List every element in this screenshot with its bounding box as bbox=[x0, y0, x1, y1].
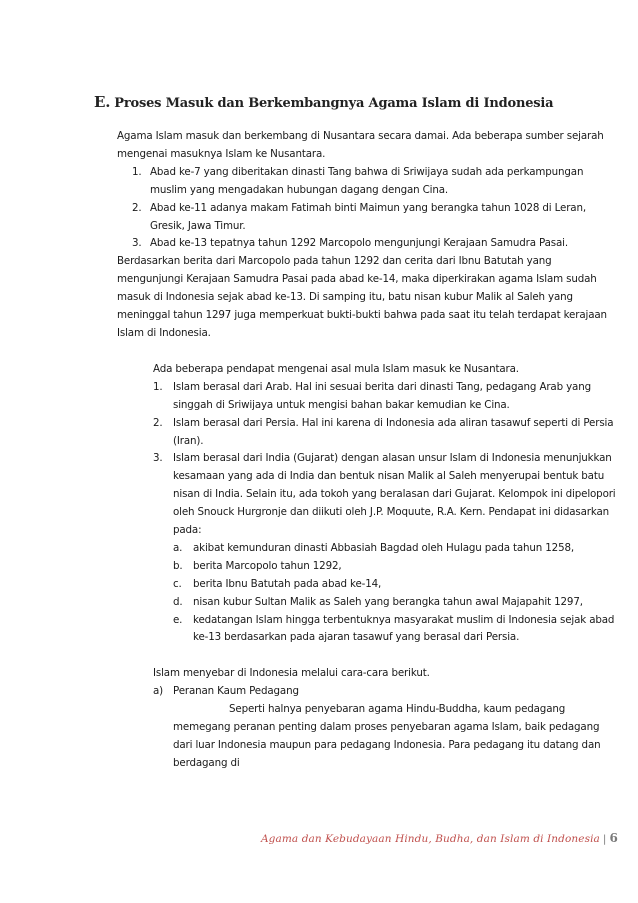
spread-list bbox=[117, 683, 617, 773]
item-letter: e. bbox=[173, 613, 183, 626]
page-number: 6 bbox=[609, 831, 618, 845]
item-title: Peranan Kaum Pedagang bbox=[173, 685, 299, 698]
item-number: 2. bbox=[153, 416, 163, 429]
spread-intro: Islam menyebar di Indonesia melalui cara-cara berikut. bbox=[153, 667, 430, 680]
item-letter: d. bbox=[173, 595, 183, 608]
item-text: Islam berasal dari Persia. Hal ini karena di Indonesia ada aliran tasawuf seperti di Persia (Iran). bbox=[173, 416, 614, 447]
footer-book-title: Agama dan Kebudayaan Hindu, Budha, dan Islam di Indonesia bbox=[260, 833, 600, 845]
conclusion-paragraph: Berdasarkan berita dari Marcopolo pada tahun 1292 dan cerita dari Ibnu Batutah yang mengunjungi Kerajaan Samudra Pasai pada abad ke-14, maka diperkirakan agama Islam sudah masuk di Indonesia sejak abad ke-13. Di samping itu, batu nisan kubur Malik al Saleh yang meninggal tahun 1297 juga memperkuat bukti-bukti bahwa pada saat itu telah terdapat kerajaan Islam di Indonesia. bbox=[117, 255, 607, 339]
document-body bbox=[117, 128, 617, 773]
item-text: kedatangan Islam hingga terbentuknya masyarakat muslim di Indonesia sejak abad ke-13 berdasarkan pada ajaran tasawuf yang berasal dari Persia. bbox=[193, 613, 615, 644]
item-text: Abad ke-11 adanya makam Fatimah binti Maimun yang berangka tahun 1028 di Leran, Gresik, Jawa Timur. bbox=[150, 201, 586, 232]
list-item bbox=[117, 164, 617, 200]
origins-section bbox=[117, 361, 617, 379]
list-item bbox=[117, 200, 617, 236]
list-item bbox=[117, 450, 617, 647]
list-item bbox=[117, 415, 617, 451]
list-item bbox=[117, 594, 617, 612]
item-text: nisan kubur Sultan Malik as Saleh yang berangka tahun awal Majapahit 1297, bbox=[193, 595, 583, 608]
section-title: Proses Masuk dan Berkembangnya Agama Islam di Indonesia bbox=[114, 96, 554, 111]
item-letter: a) bbox=[153, 685, 164, 698]
item-number: 2. bbox=[132, 201, 142, 214]
item-letter: c. bbox=[173, 577, 182, 590]
list-item bbox=[117, 558, 617, 576]
list-item bbox=[117, 235, 617, 253]
gujarat-basis-list bbox=[117, 540, 617, 647]
origins-intro: Ada beberapa pendapat mengenai asal mula Islam masuk ke Nusantara. bbox=[153, 362, 519, 375]
item-letter: b. bbox=[173, 559, 183, 572]
origins-list bbox=[117, 379, 617, 648]
item-number: 3. bbox=[153, 452, 163, 465]
item-text: Islam berasal dari Arab. Hal ini sesuai berita dari dinasti Tang, pedagang Arab yang singgah di Sriwijaya untuk mengisi bahan bakar kemudian ke Cina. bbox=[173, 380, 591, 411]
item-text: Abad ke-7 yang diberitakan dinasti Tang bahwa di Sriwijaya sudah ada perkampungan muslim yang mengadakan hubungan dagang dengan Cina. bbox=[150, 165, 584, 196]
list-item bbox=[117, 576, 617, 594]
footer-separator: | bbox=[602, 833, 607, 845]
section-heading bbox=[94, 93, 614, 111]
spread-section bbox=[117, 665, 617, 683]
item-text: Abad ke-13 tepatnya tahun 1292 Marcopolo mengunjungi Kerajaan Samudra Pasai. bbox=[150, 237, 568, 250]
item-text: Seperti halnya penyebaran agama Hindu-Buddha, kaum pedagang memegang peranan penting dalam proses penyebaran agama Islam, baik pedagang dari luar Indonesia maupun para pedagang Indonesia. Para pedagang itu datang dan berdagang di bbox=[173, 703, 601, 769]
item-number: 1. bbox=[153, 380, 163, 393]
sources-list bbox=[117, 164, 617, 254]
list-item bbox=[117, 540, 617, 558]
list-item bbox=[117, 612, 617, 648]
list-item bbox=[117, 379, 617, 415]
intro-paragraph: Agama Islam masuk dan berkembang di Nusantara secara damai. Ada beberapa sumber sejarah mengenai masuknya Islam ke Nusantara. bbox=[117, 130, 604, 160]
item-text: berita Marcopolo tahun 1292, bbox=[193, 559, 342, 572]
item-number: 1. bbox=[132, 165, 142, 178]
item-text: berita Ibnu Batutah pada abad ke-14, bbox=[193, 577, 382, 590]
item-text: Islam berasal dari India (Gujarat) dengan alasan unsur Islam di Indonesia menunjukkan kesamaan yang ada di India dan bentuk nisan Malik al Saleh menyerupai bentuk batu nisan di India. Selain itu, ada tokoh yang beralasan dari Gujarat. Kelompok ini dipelopori oleh Snouck Hurgronje dan diikuti oleh J.P. Moquute, R.A. Kern. Pendapat ini didasarkan pada: bbox=[173, 452, 616, 537]
list-item bbox=[117, 683, 617, 773]
item-letter: a. bbox=[173, 541, 183, 554]
item-text: akibat kemunduran dinasti Abbasiah Bagdad oleh Hulagu pada tahun 1258, bbox=[193, 541, 575, 554]
page-footer bbox=[261, 831, 618, 845]
item-number: 3. bbox=[132, 237, 142, 250]
section-letter: E. bbox=[94, 93, 111, 111]
